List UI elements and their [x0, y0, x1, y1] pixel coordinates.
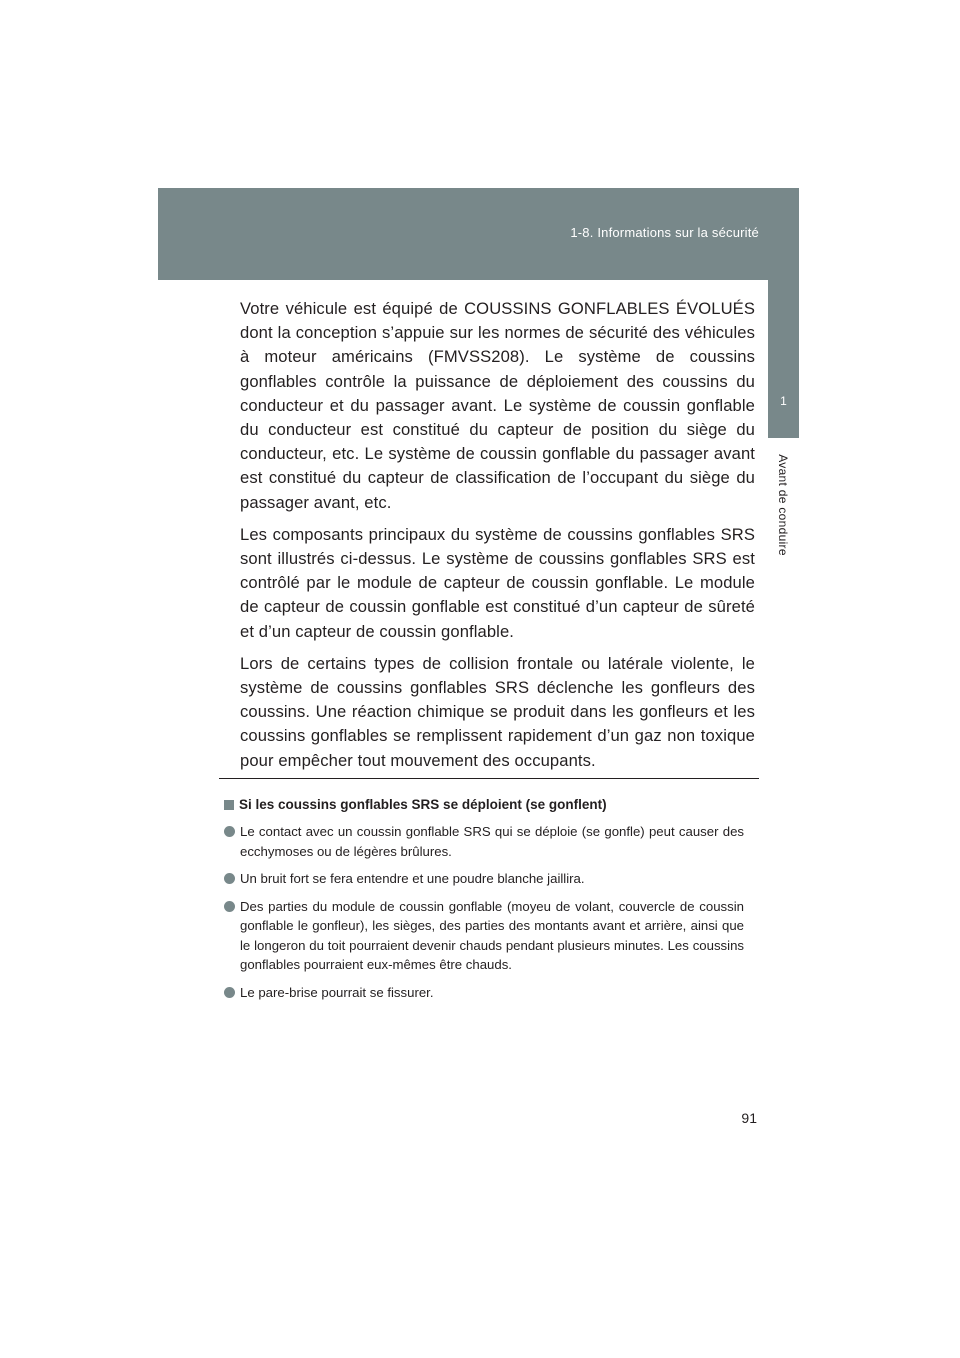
circle-bullet-icon — [224, 873, 235, 884]
note-text: Le pare-brise pourrait se fissurer. — [240, 984, 434, 1000]
chapter-label: Avant de conduire — [776, 454, 790, 556]
note-item — [224, 869, 744, 889]
circle-bullet-icon — [224, 826, 235, 837]
paragraph: Votre véhicule est équipé de COUSSINS GONFLABLES ÉVOLUÉS dont la conception s’appuie sur les normes de sécurité des véhicules à moteur américains (FMVSS208). Le système de coussins gonflables contrôle la puissance de déploiement des coussins du conducteur et du passager avant. Le système de coussin gonflable du conducteur est constitué du capteur de position du siège du conducteur, etc. Le système de coussin gonflable du passager avant est constitué du capteur de classification de l’occupant du siège du passager avant, etc. — [240, 299, 755, 512]
paragraph: Les composants principaux du système de coussins gonflables SRS sont illustrés ci-dessus. Le système de coussins gonflables SRS est contrôlé par le module de capteur de coussin gonflable. Le module de capteur de coussin gonflable est constitué d’un capteur de sûreté et d’un capteur de coussin gonflable. — [240, 524, 755, 641]
circle-bullet-icon — [224, 987, 235, 998]
section-divider — [219, 778, 759, 779]
note-text: Un bruit fort se fera entendre et une poudre blanche jaillira. — [240, 871, 585, 886]
note-text: Des parties du module de coussin gonflable (moyeu de volant, couvercle de coussin gonflable le gonfleur), les sièges, des parties des montants avant et arrière, ainsi que le longeron du toit pourraient devenir chauds pendant plusieurs minutes. Les coussins gonflables pourraient eux-mêmes être chauds. — [240, 898, 744, 972]
body-text — [240, 297, 755, 781]
chapter-tab — [768, 280, 799, 438]
chapter-number: 1 — [780, 394, 787, 408]
note-item — [224, 897, 744, 975]
note-item — [224, 822, 744, 861]
paragraph: Lors de certains types de collision frontale ou latérale violente, le système de coussins gonflables SRS déclenche les gonfleurs des coussins. Une réaction chimique se produit dans les gonfleurs et les coussins gonflables se remplissent rapidement d’un gaz non toxique pour empêcher tout mouvement des occupants. — [240, 653, 755, 770]
notes-heading-text: Si les coussins gonflables SRS se déploient (se gonflent) — [239, 797, 607, 812]
square-bullet-icon — [224, 800, 234, 810]
page-number: 91 — [741, 1110, 757, 1126]
note-item — [224, 983, 744, 1003]
notes-heading — [224, 796, 744, 814]
note-text: Le contact avec un coussin gonflable SRS qui se déploie (se gonfle) peut causer des ecchymoses ou de légères brûlures. — [240, 824, 744, 859]
section-title: 1-8. Informations sur la sécurité — [570, 225, 759, 240]
notes-section — [224, 796, 744, 1010]
section-header-band — [158, 188, 799, 280]
circle-bullet-icon — [224, 901, 235, 912]
